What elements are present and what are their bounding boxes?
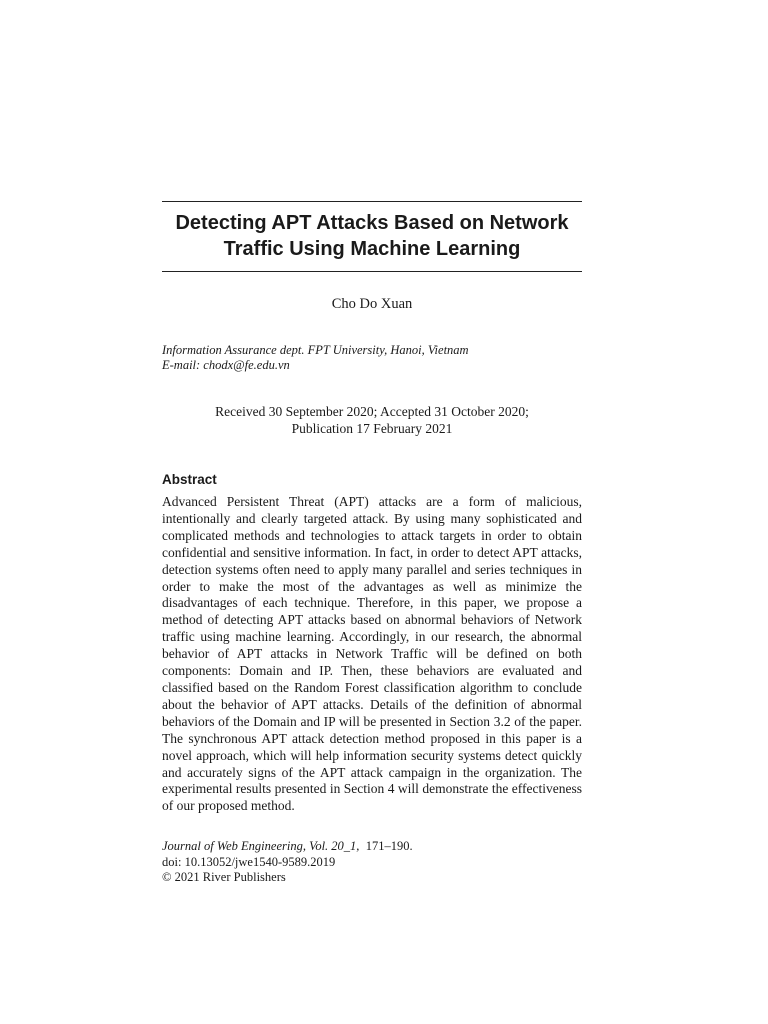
- doi: doi: 10.13052/jwe1540-9589.2019: [162, 854, 336, 869]
- copyright: © 2021 River Publishers: [162, 870, 286, 884]
- title-line-2: Traffic Using Machine Learning: [223, 238, 521, 260]
- dates-line-2: Publication 17 February 2021: [291, 421, 453, 436]
- author-name: Cho Do Xuan: [331, 296, 413, 312]
- publication-dates: [162, 403, 582, 437]
- title-rule-top: [162, 201, 582, 202]
- title-rule-bottom: [162, 271, 582, 272]
- journal-citation: Journal of Web Engineering, Vol. 20_1,: [162, 839, 360, 853]
- journal-pages: 171–190.: [365, 839, 413, 853]
- dates-line-1: Received 30 September 2020; Accepted 31 October 2020;: [215, 404, 529, 419]
- affiliation: Information Assurance dept. FPT University, Hanoi, Vietnam: [162, 343, 469, 357]
- author-email: E-mail: chodx@fe.edu.vn: [162, 358, 290, 372]
- abstract-heading: Abstract: [162, 472, 217, 487]
- affiliation-block: [162, 343, 582, 373]
- journal-line: [162, 839, 582, 855]
- paper-title: [162, 210, 582, 262]
- title-line-1: Detecting APT Attacks Based on Network: [175, 212, 569, 234]
- journal-info: [162, 839, 582, 886]
- abstract-text: Advanced Persistent Threat (APT) attacks are a form of malicious, intentionally and clearly targeted attack. By using many sophisticated and complicated methods and technologies to attack targets in order to obtain confidential and sensitive information. In fact, in order to detect APT attacks, detection systems often need to apply many parallel and series techniques in order to make the most of the advantages as well as minimize the disadvantages of each technique. Therefore, in this paper, we propose a method of detecting APT attacks based on abnormal behaviors of Network traffic using machine learning. Accordingly, in our research, the abnormal behavior of APT attacks in Network Traffic will be defined on both components: Domain and IP. Then, these behaviors are evaluated and classified based on the Random Forest classification algorithm to conclude about the behavior of APT attacks. Details of the definition of abnormal behaviors of the Domain and IP will be presented in Section 3.2 of the paper. The synchronous APT attack detection method proposed in this paper is a novel approach, which will help information security systems detect quickly and accurately signs of the APT attack campaign in the organization. The experimental results presented in Section 4 will demonstrate the effectiveness of our proposed method.: [162, 494, 582, 814]
